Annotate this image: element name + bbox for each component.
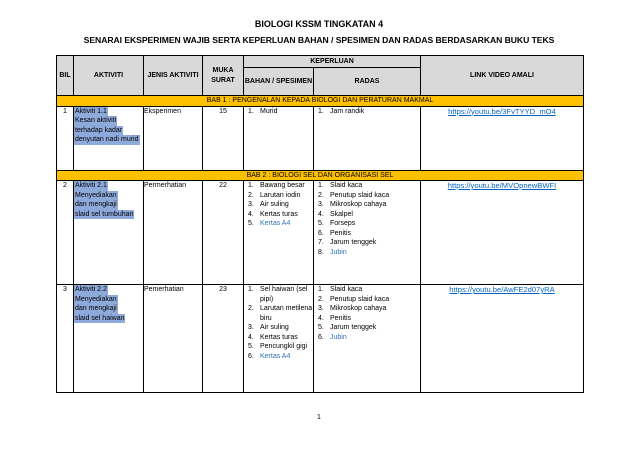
activity-line: dan mengkaji [75, 305, 117, 312]
bahan-item: 3. Air suling [248, 324, 289, 331]
radas-item: 6. Penitis [318, 229, 352, 237]
muka-surat-cell: 22 [203, 181, 244, 285]
radas-cell [314, 285, 421, 393]
radas-item: 1. Jam randik [318, 107, 365, 115]
table-row [57, 106, 584, 170]
radas-item: 4. Skalpel [318, 210, 353, 218]
radas-item: 5. Jarum tenggek [318, 324, 377, 331]
header-bahan-spesimen: BAHAN / SPESIMEN [244, 68, 314, 96]
row-number: 2 [57, 181, 74, 285]
activity-cell [74, 181, 144, 285]
bahan-item: 5. Pencungkil gigi [248, 343, 308, 350]
activity-line: tumbuhan [102, 210, 134, 218]
activity-line: Menyediakan [75, 295, 117, 303]
video-link[interactable]: https://youtu.be/3FvTYYD_mO4 [448, 106, 556, 116]
radas-item: 3. Mikroskop cahaya [318, 305, 387, 312]
muka-surat-cell: 23 [203, 285, 244, 393]
experiment-table [56, 55, 584, 393]
muka-surat-cell: 15 [203, 106, 244, 170]
page-number: 1 [317, 414, 321, 421]
bahan-cell [244, 285, 314, 393]
bahan-item: 4. Kertas turas [248, 333, 298, 341]
activity-line: Menyediakan [75, 191, 117, 199]
radas-item: 5. Forseps [318, 220, 356, 227]
activity-line: haiwan [102, 314, 125, 322]
header-muka-surat: MUKA SURAT [203, 56, 244, 96]
radas-item: 1. Slaid kaca [318, 286, 363, 293]
document-title: BIOLOGI KSSM TINGKATAN 4 [254, 19, 384, 29]
activity-line: Kesan aktiviti [75, 117, 117, 124]
activity-line: denyutan nadi [75, 136, 119, 143]
radas-item: 1. Slaid kaca [318, 182, 363, 189]
jenis-aktiviti-cell: Eksperimen [144, 106, 203, 170]
radas-cell [314, 181, 421, 285]
activity-line: dan mengkaji [75, 201, 117, 208]
video-link-cell [421, 181, 584, 285]
jenis-aktiviti-cell: Pemerhatian [144, 285, 203, 393]
radas-item: 3. Mikroskop cahaya [318, 201, 387, 208]
activity-line: terhadap [75, 126, 103, 134]
video-link[interactable]: https://youtu.be/MVOpnewBWFI [447, 181, 557, 190]
activity-line: kadar [104, 126, 123, 134]
chapter-heading: BAB 2 : BIOLOGI SEL DAN ORGANISASI SEL [57, 170, 584, 181]
bahan-item: 4. Kertas turas [248, 210, 298, 218]
bahan-item: 1. Sel haiwan (sel pipi) [248, 286, 308, 303]
radas-item: 2. Penutup slaid kaca [318, 295, 390, 303]
activity-line: murid [120, 136, 139, 143]
bahan-item: 2. Larutan iodin [248, 191, 301, 199]
table-row [57, 285, 584, 393]
bahan-item: 6. Kertas A4 [248, 352, 291, 360]
header-keperluan: KEPERLUAN [244, 56, 421, 68]
activity-line: slaid sel [75, 314, 101, 322]
radas-cell [314, 106, 421, 170]
radas-item: 8. Jubin [318, 248, 347, 256]
radas-item: 7. Jarum tenggek [318, 239, 377, 246]
header-aktiviti: AKTIVITI [74, 56, 144, 96]
jenis-aktiviti-cell: Permerhatian [144, 181, 203, 285]
activity-line: slaid sel [75, 210, 101, 218]
radas-item: 4. Penitis [318, 314, 352, 322]
header-jenis-aktiviti: JENIS AKTIVITI [144, 56, 203, 96]
chapter-heading: BAB 1 : PENGENALAN KEPADA BIOLOGI DAN PERATURAN MAKMAL [57, 96, 584, 107]
header-radas: RADAS [314, 68, 421, 96]
activity-line: Aktiviti 2.2 [75, 286, 107, 293]
radas-item: 6. Jubin [318, 333, 347, 341]
radas-item: 2. Penutup slaid kaca [318, 191, 390, 199]
activity-cell [74, 285, 144, 393]
document-subtitle: SENARAI EKSPERIMEN WAJIB SERTA KEPERLUAN BAHAN / SPESIMEN DAN RADAS BERDASARKAN BUKU TEKS [83, 35, 555, 45]
bahan-cell [244, 181, 314, 285]
bahan-item: 3. Air suling [248, 201, 289, 208]
bahan-item: 1. Bawang besar [248, 182, 305, 189]
header-bil: BIL [57, 56, 74, 96]
row-number: 3 [57, 285, 74, 393]
activity-cell [74, 106, 144, 170]
bahan-cell [244, 106, 314, 170]
table-row [57, 181, 584, 285]
row-number: 1 [57, 106, 74, 170]
activity-line: Aktiviti 1.1 [75, 107, 107, 115]
bahan-item: 1. Murid [248, 107, 278, 115]
video-link[interactable]: https://youtu.be/AwFE2d07yRA [449, 285, 555, 294]
bahan-item: 2. Larutan metilena biru [248, 305, 313, 322]
video-link-cell [421, 106, 584, 170]
video-link-cell [421, 285, 584, 393]
bahan-item: 5. Kertas A4 [248, 220, 291, 227]
activity-line: Aktiviti 2.1 [75, 182, 107, 189]
header-link-video: LINK VIDEO AMALI [421, 56, 584, 96]
